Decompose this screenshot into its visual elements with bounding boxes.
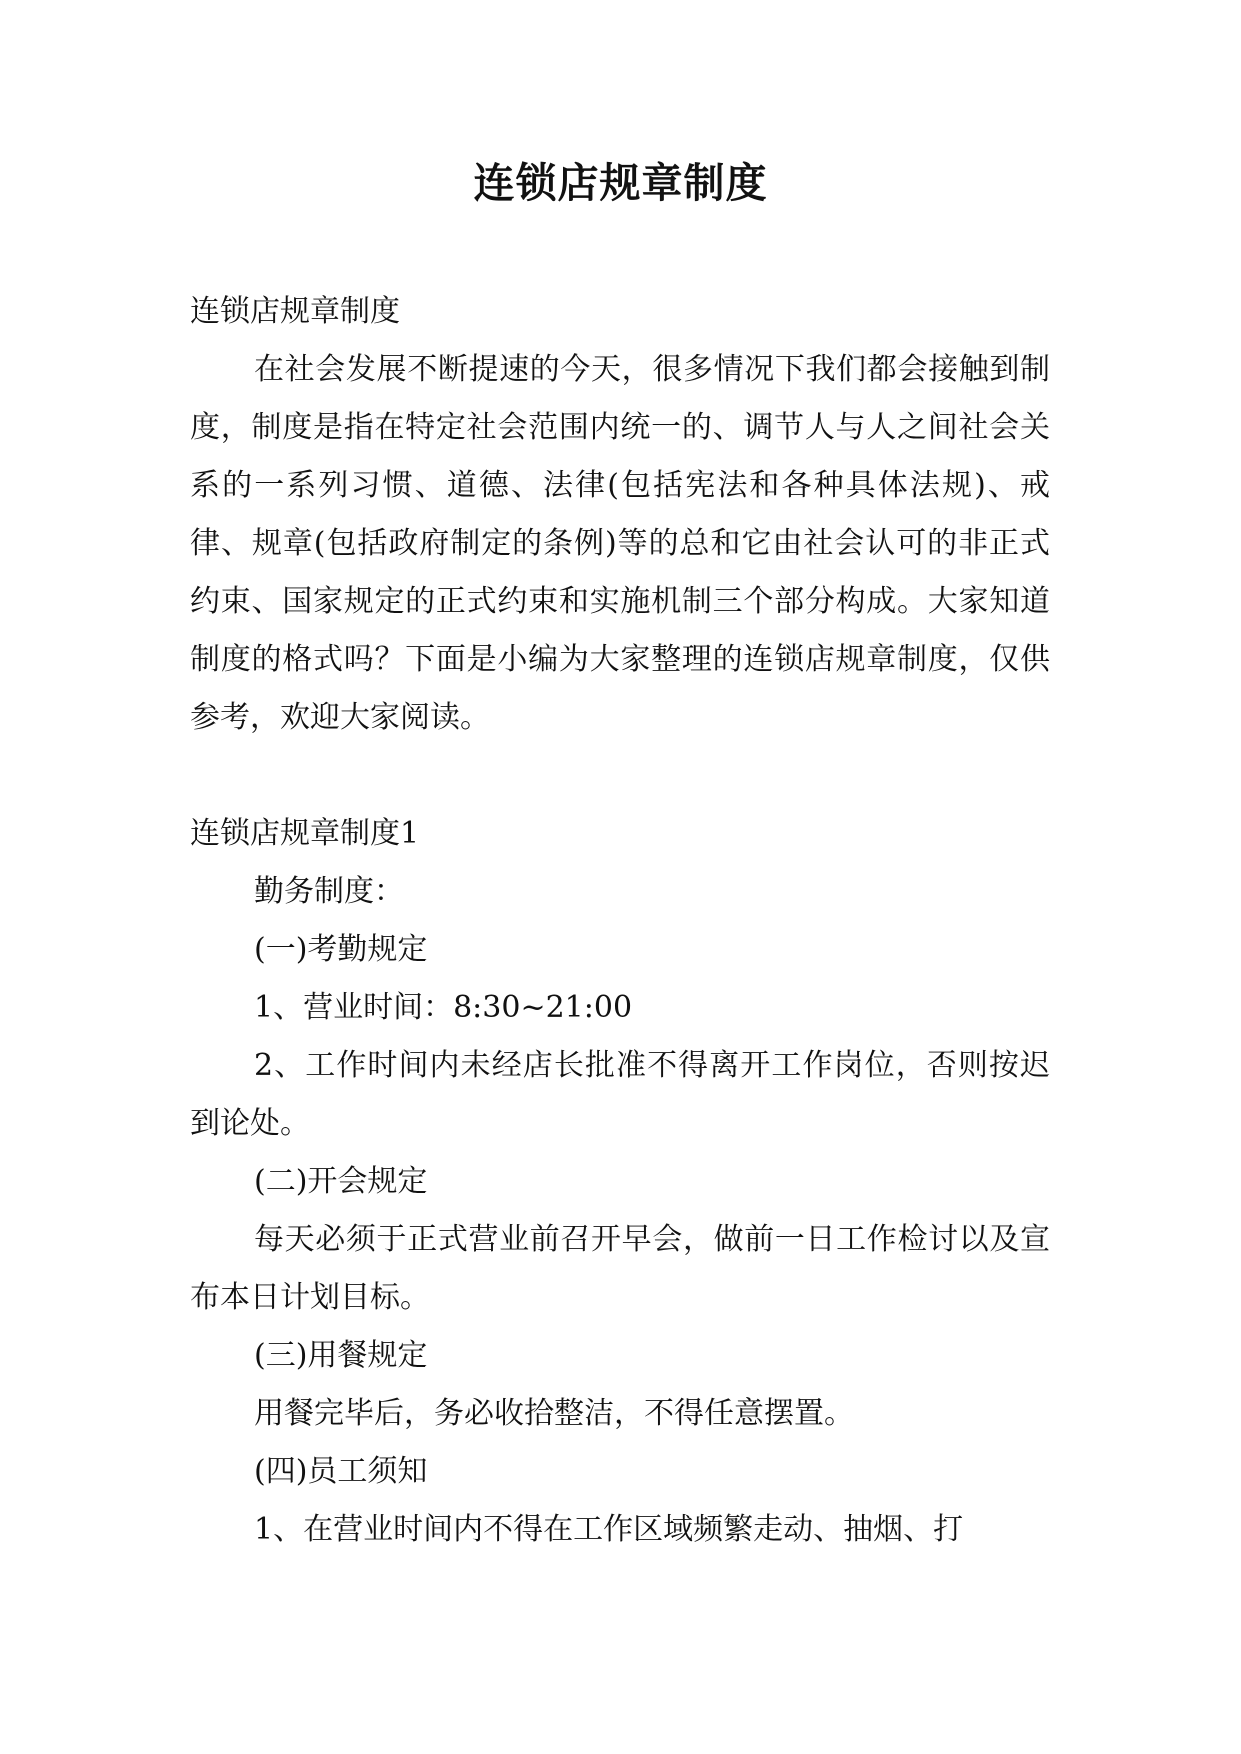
document-title: 连锁店规章制度 (473, 159, 768, 207)
body-paragraph: (一)考勤规定 (254, 932, 428, 967)
body-paragraph: 勤务制度： (254, 874, 404, 909)
section-heading: 连锁店规章制度1 (190, 816, 420, 851)
document-body (190, 283, 1050, 1559)
body-paragraph: (四)员工须知 (254, 1454, 428, 1489)
body-paragraph: 2、工作时间内未经店长批准不得离开工作岗位，否则按迟到论处。 (190, 1048, 1050, 1141)
intro-paragraph: 在社会发展不断提速的今天，很多情况下我们都会接触到制度，制度是指在特定社会范围内统一的、调节人与人之间社会关系的一系列习惯、道德、法律(包括宪法和各种具体法规)、戒律、规章(包括政府制定的条例)等的总和它由社会认可的非正式约束、国家规定的正式约束和实施机制三个部分构成。大家知道制度的格式吗？下面是小编为大家整理的连锁店规章制度，仅供参考，欢迎大家阅读。 (190, 352, 1050, 735)
body-paragraph: 1、在营业时间内不得在工作区域频繁走动、抽烟、打 (254, 1512, 964, 1547)
body-paragraph: (二)开会规定 (254, 1164, 428, 1199)
body-paragraph: 用餐完毕后，务必收拾整洁，不得任意摆置。 (254, 1396, 854, 1431)
body-paragraph: (三)用餐规定 (254, 1338, 428, 1373)
paragraph-gap (190, 747, 1050, 805)
body-paragraph: 每天必须于正式营业前召开早会，做前一日工作检讨以及宣布本日计划目标。 (190, 1222, 1050, 1315)
body-paragraph: 1、营业时间：8:30~21:00 (254, 990, 633, 1025)
subtitle-paragraph: 连锁店规章制度 (190, 294, 400, 329)
